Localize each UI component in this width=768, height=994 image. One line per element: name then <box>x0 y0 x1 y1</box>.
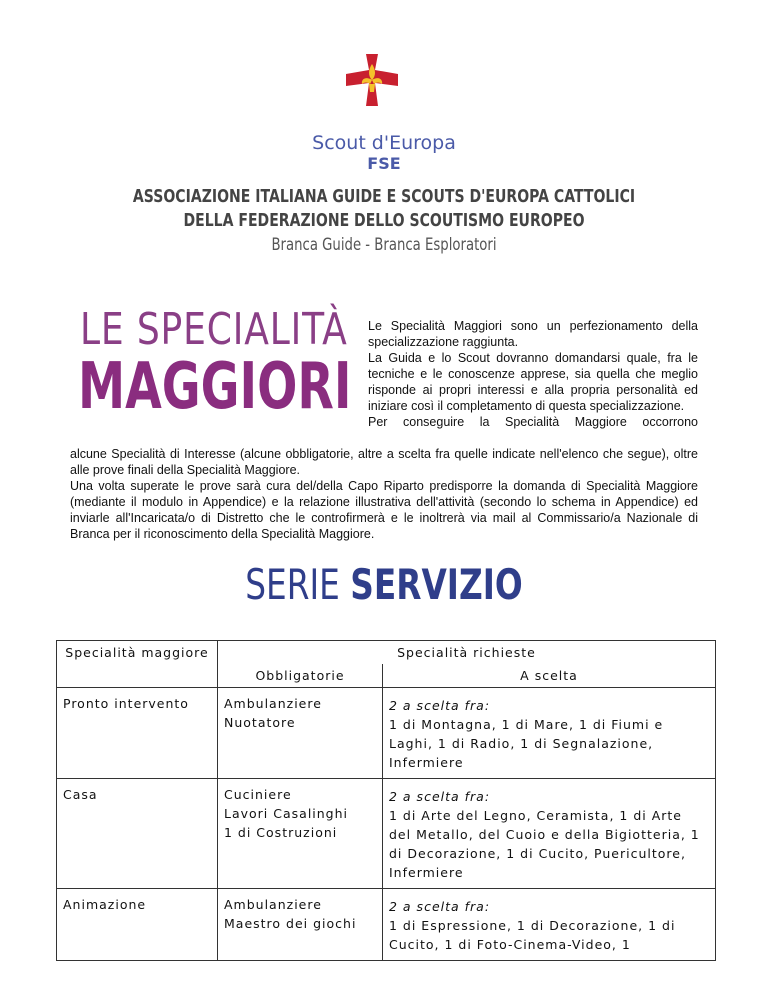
title-line2: MAGGIORI <box>78 350 352 424</box>
choice-label: 2 a scelta fra: <box>389 789 491 804</box>
required-item: Ambulanziere <box>224 696 322 711</box>
brand-name: Scout d'Europa <box>312 132 456 154</box>
required-item: Lavori Casalinghi <box>224 806 349 821</box>
choice-label: 2 a scelta fra: <box>389 899 491 914</box>
col-header-mandatory: Obbligatorie <box>218 664 383 688</box>
intro-paragraph-1: Le Specialità Maggiori sono un perfezionamento della specializzazione raggiunta. <box>368 319 698 349</box>
choice-text: 1 di Arte del Legno, Ceramista, 1 di Arte del Metallo, del Cuoio e della Bigiotteria, 1 di Decorazione, 1 di Cucito, Puericultore, Infermiere <box>389 808 700 880</box>
row-required <box>218 688 383 779</box>
row-choice <box>383 779 716 889</box>
choice-text: 1 di Montagna, 1 di Mare, 1 di Fiumi e Laghi, 1 di Radio, 1 di Segnalazione, Infermiere <box>389 717 664 770</box>
intro-paragraph-3: Per conseguire la Specialità Maggiore occorrono <box>368 415 698 429</box>
row-speciality-name: Pronto intervento <box>57 688 218 779</box>
table-row <box>57 688 716 779</box>
row-choice <box>383 688 716 779</box>
intro-text <box>368 318 698 430</box>
body-paragraph-1: alcune Specialità di Interesse (alcune obbligatorie, altre a scelta fra quelle indicate nell'elenco che segue), oltre alle prove finali della Specialità Maggiore. <box>70 447 698 477</box>
row-choice <box>383 889 716 961</box>
required-item: Ambulanziere <box>224 897 322 912</box>
org-name-line1: ASSOCIAZIONE ITALIANA GUIDE E SCOUTS D'EUROPA CATTOLICI <box>132 186 636 207</box>
required-item: Maestro dei giochi <box>224 916 357 931</box>
col-header-choice: A scelta <box>383 664 716 688</box>
row-speciality-name: Casa <box>57 779 218 889</box>
intro-paragraph-2: La Guida e lo Scout dovranno domandarsi quale, fra le tecniche e le conoscenze apprese, sia quella che meglio risponde ai propri interessi e alla propria personalità ed iniziare così il completamento di questa specializzazione. <box>368 351 698 413</box>
section-title-word1: SERIE <box>245 560 340 609</box>
org-name-line2: DELLA FEDERAZIONE DELLO SCOUTISMO EUROPEO <box>183 210 585 231</box>
required-item: Cuciniere <box>224 787 292 802</box>
org-branches: Branca Guide - Branca Esploratori <box>271 235 497 255</box>
choice-label: 2 a scelta fra: <box>389 698 491 713</box>
body-paragraph-2: Una volta superate le prove sarà cura del/della Capo Riparto predisporre la domanda di Specialità Maggiore (mediante il modulo in Appendice) e la relazione illustrativa dell'attività (secondo lo schema in Appendice) ed inviarle all'Incaricata/o di Distretto che le controfirmerà e le inoltrerà via mail al Commissario/a Nazionale di Branca per il riconoscimento della Specialità Maggiore. <box>70 479 698 541</box>
section-title <box>84 560 683 609</box>
choice-text: 1 di Espressione, 1 di Decorazione, 1 di Cucito, 1 di Foto-Cinema-Video, 1 <box>389 918 676 952</box>
brand-acronym: FSE <box>367 154 401 173</box>
section-title-word2: SERVIZIO <box>350 560 523 609</box>
required-item: Nuotatore <box>224 715 296 730</box>
body-text <box>70 446 698 542</box>
fse-logo-icon <box>344 52 400 108</box>
row-required <box>218 779 383 889</box>
specialities-table <box>56 640 716 961</box>
row-speciality-name: Animazione <box>57 889 218 961</box>
row-required <box>218 889 383 961</box>
table-row <box>57 889 716 961</box>
required-item: 1 di Costruzioni <box>224 825 338 840</box>
col-header-required-group: Specialità richieste <box>218 641 716 665</box>
col-header-speciality: Specialità maggiore <box>57 641 218 688</box>
table-row <box>57 779 716 889</box>
title-line1: LE SPECIALITÀ <box>80 304 348 355</box>
